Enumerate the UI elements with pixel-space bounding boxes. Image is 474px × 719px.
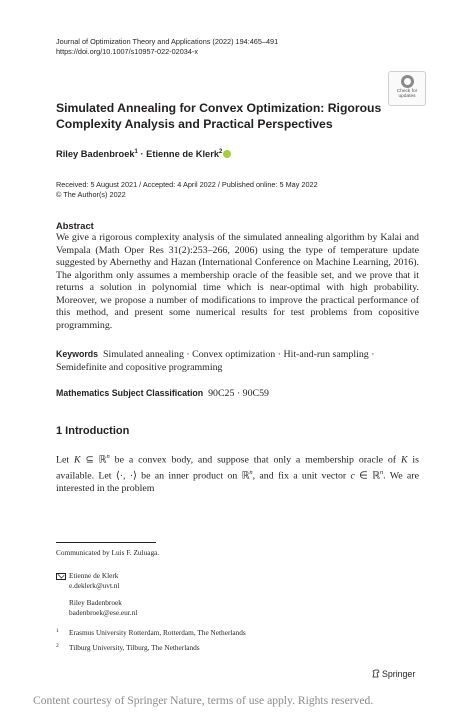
publisher-name: Springer [382, 669, 416, 679]
publisher-logo [372, 669, 415, 679]
msc-label: Mathematics Subject Classification [56, 388, 204, 398]
dates-line: Received: 5 August 2021 / Accepted: 4 April 2022 / Published online: 5 May 2022 [56, 180, 318, 189]
intro-line-2: available. Let ⟨·, ·⟩ be an inner product on ℝ$^n$, and fix a unit vector c ∈ ℝ$^n$. We are [56, 468, 419, 482]
orcid-icon[interactable] [223, 150, 231, 158]
author-2[interactable]: Etienne de Klerk [146, 149, 220, 160]
corr-1-name: Etienne de Klerk [69, 571, 119, 580]
check-updates-label-2: updates [398, 94, 416, 99]
keywords-label: Keywords [56, 349, 99, 359]
aff-2-number: 2 [56, 643, 59, 649]
author-2-affil: 2 [219, 149, 223, 155]
envelope-icon [56, 573, 66, 580]
footnote-divider [56, 542, 156, 543]
author-1[interactable]: Riley Badenbroek [56, 149, 135, 160]
doi-link[interactable]: https://doi.org/10.1007/s10957-022-02034-x [56, 47, 198, 56]
intro-line-1: Let K ⊆ ℝ$^n$ be a convex body, and suppose that only a membership oracle of K is [56, 453, 419, 466]
affiliation-2: Tilburg University, Tilburg, The Netherlands [69, 643, 200, 652]
paper-title: Simulated Annealing for Convex Optimization: Rigorous Complexity Analysis and Practical Perspectives [56, 101, 382, 131]
intro-paragraph [56, 451, 419, 495]
msc-classification [56, 388, 269, 399]
keywords [56, 348, 419, 374]
corr-1-email[interactable]: e.deklerk@uvt.nl [69, 581, 120, 590]
intro-line-3: interested in the problem [56, 482, 155, 494]
author-list [56, 149, 231, 159]
section-heading: 1 Introduction [56, 425, 130, 437]
abstract-text: We give a rigorous complexity analysis of the simulated annealing algorithm by Kalai and Vempala (Math Oper Res 31(2):253–266, 2006) using the type of temperature update suggested by Abernethy and Hazan (International Conference on Machine Learning, 2016). The algorithm only assumes a membership oracle of the feasible set, and we prove that it returns a solution in polynomial time which is near-optimal with high probability. Moreover, we propose a number of modifications to improve the practical performance of this method, and present some numerical results for test problems from copositive programming. [56, 232, 419, 331]
springer-horse-icon [372, 669, 380, 678]
courtesy-notice: Content courtesy of Springer Nature, terms of use apply. Rights reserved. [33, 694, 374, 707]
aff-1-number: 1 [56, 628, 59, 634]
corr-2-name: Riley Badenbroek [69, 598, 122, 607]
corr-2-email[interactable]: badenbroek@ese.eur.nl [69, 608, 138, 617]
keywords-text: Simulated annealing · Convex optimization · Hit-and-run sampling · Semidefinite and copositive programming [56, 349, 375, 373]
publication-dates [56, 180, 318, 200]
abstract-heading: Abstract [56, 221, 94, 231]
check-updates-label-1: Check for [396, 89, 418, 94]
msc-codes: 90C25 · 90C59 [208, 388, 269, 399]
communicated-by: Communicated by Luis F. Zuluaga. [56, 548, 160, 557]
author-1-affil: 1 [134, 149, 138, 155]
corresponding-authors [69, 571, 137, 618]
author-separator: · [137, 149, 147, 160]
check-updates-icon [401, 75, 414, 88]
affiliation-1: Erasmus University Rotterdam, Rotterdam, The Netherlands [69, 628, 246, 637]
journal-header [56, 37, 278, 57]
copyright-line: © The Author(s) 2022 [56, 190, 126, 199]
journal-citation: Journal of Optimization Theory and Applications (2022) 194:465–491 [56, 37, 279, 46]
